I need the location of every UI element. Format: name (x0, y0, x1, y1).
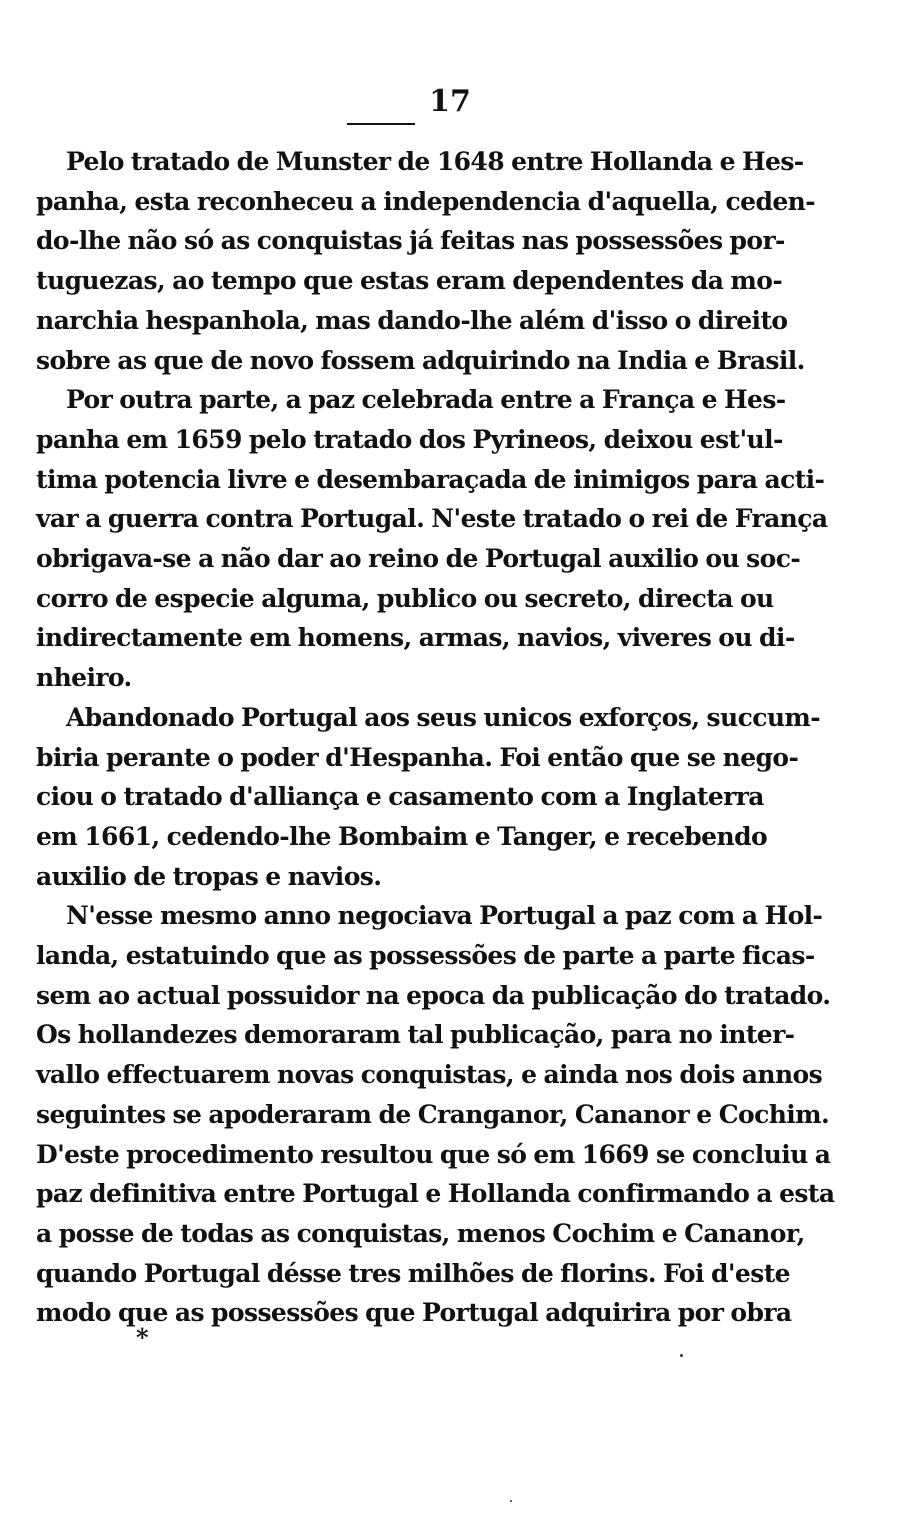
text-line: paz definitiva entre Portugal e Hollanda confirmando a esta (36, 1179, 835, 1209)
signature-mark: * (136, 1323, 149, 1352)
text-line: panha em 1659 pelo tratado dos Pyrineos, deixou est'ul- (36, 424, 783, 454)
text-line: Abandonado Portugal aos seus unicos exforços, succum- (66, 702, 821, 732)
text-line: corro de especie alguma, publico ou secreto, directa ou (36, 583, 774, 613)
text-line: a posse de todas as conquistas, menos Cochim e Cananor, (36, 1218, 805, 1248)
text-line: indirectamente em homens, armas, navios, viveres ou di- (36, 623, 795, 653)
text-line: D'este procedimento resultou que só em 1669 se concluiu a (36, 1139, 831, 1169)
text-line: panha, esta reconheceu a independencia d'aquella, ceden- (36, 186, 815, 216)
text-line: Pelo tratado de Munster de 1648 entre Hollanda e Hes- (66, 147, 804, 176)
text-line: auxilio de tropas e navios. (36, 861, 382, 891)
text-line: nheiro. (36, 663, 132, 693)
paragraph-2 (36, 380, 828, 698)
text-line: ciou o tratado d'alliança e casamento com a Inglaterra (36, 782, 764, 812)
text-line: biria perante o poder d'Hespanha. Foi então que se nego- (36, 742, 799, 772)
text-line: obrigava-se a não dar ao reino de Portugal auxilio ou soc- (36, 544, 801, 574)
text-line: N'esse mesmo anno negociava Portugal a paz com a Hol- (66, 901, 823, 931)
paragraph-3 (36, 698, 821, 897)
page-number: 17 (429, 84, 471, 119)
text-line: do-lhe não só as conquistas já feitas nas possessões por- (36, 226, 785, 256)
text-line: quando Portugal désse tres milhões de florins. Foi d'este (36, 1258, 790, 1288)
speck-mark (680, 1354, 683, 1357)
text-line: em 1661, cedendo-lhe Bombaim e Tanger, e recebendo (36, 821, 768, 851)
text-line: Por outra parte, a paz celebrada entre a França e Hes- (66, 385, 786, 415)
text-line: sem ao actual possuidor na epoca da publicação do tratado. (36, 980, 831, 1010)
text-line: Os hollandezes demoraram tal publicação, para no inter- (36, 1020, 795, 1050)
text-line: modo que as possessões que Portugal adquirira por obra (36, 1298, 792, 1328)
body-text (36, 142, 835, 1333)
text-line: tuguezas, ao tempo que estas eram dependentes da mo- (36, 266, 783, 296)
text-line: sobre as que de novo fossem adquirindo na India e Brasil. (36, 345, 805, 375)
text-line: seguintes se apoderaram de Cranganor, Cananor e Cochim. (36, 1099, 830, 1129)
text-line: tima potencia livre e desembaraçada de inimigos para acti- (36, 464, 825, 494)
paragraph-4 (36, 896, 835, 1333)
text-line: vallo effectuarem novas conquistas, e ainda nos dois annos (36, 1060, 823, 1090)
speck-mark (510, 1500, 512, 1502)
paragraph-1 (36, 142, 815, 380)
page-number-rule (347, 123, 415, 125)
text-line: landa, estatuindo que as possessões de parte a parte ficas- (36, 941, 815, 971)
text-line: var a guerra contra Portugal. N'este tratado o rei de França (36, 504, 828, 534)
text-line: narchia hespanhola, mas dando-lhe além d'isso o direito (36, 305, 788, 335)
